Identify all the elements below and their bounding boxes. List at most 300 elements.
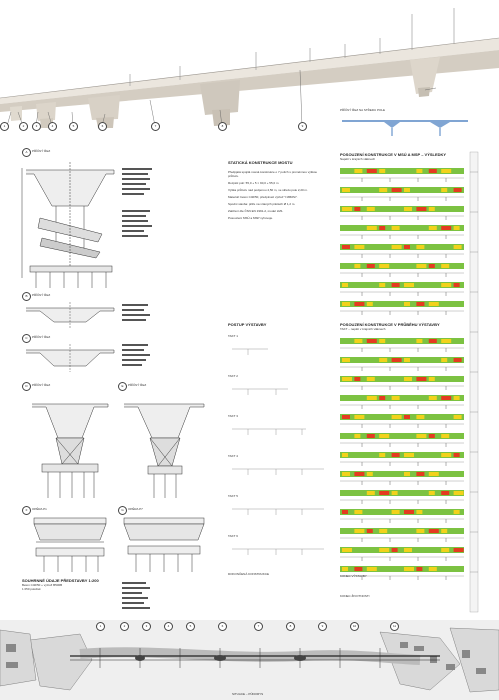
results-top-subheading: Napětí v krajních vláknech	[340, 157, 376, 161]
stress-patch	[342, 472, 350, 476]
stress-patch	[404, 396, 414, 400]
stress-patch	[441, 245, 447, 249]
stress-patch	[429, 207, 435, 211]
stress-patch	[379, 358, 387, 362]
stress-patch	[367, 302, 373, 306]
stress-patch	[441, 207, 449, 211]
plan-marker-7[interactable]: 7	[254, 622, 263, 631]
stress-patch	[392, 529, 402, 533]
stress-patch	[392, 415, 402, 419]
stress-patch	[342, 415, 350, 419]
stress-patch	[379, 510, 385, 514]
marker-8[interactable]: 8	[218, 122, 227, 131]
stress-patch	[404, 207, 412, 211]
stress-patch	[404, 434, 412, 438]
plan-marker-3[interactable]: 3	[142, 622, 151, 631]
stress-patch	[354, 472, 364, 476]
stress-patch	[441, 453, 451, 457]
plan-marker-5[interactable]: 5	[186, 622, 195, 631]
stress-patch	[454, 472, 462, 476]
stress-patch	[429, 491, 435, 495]
section-f-drawing	[22, 506, 118, 574]
stress-patch	[379, 245, 387, 249]
stress-patch	[416, 453, 422, 457]
stress-patch	[416, 491, 426, 495]
stress-patch	[454, 226, 460, 230]
section-f-title: OPĚRA P1	[32, 507, 47, 511]
section-g-title: OPĚRA P7	[128, 507, 143, 511]
stress-patch	[429, 377, 435, 381]
stress-patch	[342, 207, 352, 211]
stress-patch	[379, 548, 389, 552]
stress-patch	[379, 396, 385, 400]
stress-patch	[342, 396, 348, 400]
stress-patch	[454, 245, 462, 249]
stress-patch	[404, 188, 410, 192]
stress-patch	[416, 510, 422, 514]
stress-patch	[416, 415, 424, 419]
stress-patch	[392, 302, 402, 306]
section-a-title: PŘÍČNÝ ŘEZ	[32, 149, 51, 153]
stress-patch	[342, 169, 348, 173]
stress-patch	[416, 226, 422, 230]
stress-patch	[429, 283, 437, 287]
stage-1: TAKT 1	[228, 334, 238, 338]
stress-patch	[441, 377, 449, 381]
stress-patch	[416, 245, 424, 249]
stress-patch	[342, 188, 350, 192]
stress-patch	[429, 339, 437, 343]
stress-patch	[354, 226, 362, 230]
stress-patch	[367, 207, 375, 211]
stress-patch	[392, 283, 400, 287]
stress-patch	[429, 567, 437, 571]
stress-patch	[392, 339, 400, 343]
stress-patch	[342, 245, 350, 249]
section-c	[22, 334, 212, 376]
stress-patch	[404, 529, 410, 533]
stress-patch	[429, 245, 439, 249]
text-paragraph-7: Posouzení MSÚ a MSP vyhovuje.	[228, 216, 273, 220]
stress-patch	[441, 529, 447, 533]
section-a-drawing	[22, 148, 212, 293]
stress-patch	[379, 188, 387, 192]
stress-patch	[454, 377, 464, 381]
section-d-marker[interactable]: D	[22, 382, 31, 391]
stress-patch	[454, 283, 460, 287]
stress-patch	[441, 339, 451, 343]
section-e	[118, 382, 214, 502]
stress-patch	[441, 491, 449, 495]
stress-patch	[354, 207, 360, 211]
text-paragraph-2: Rozpětí polí: 55,0 + 5 × 90,0 + 55,0 m	[228, 181, 279, 185]
stress-patch	[392, 453, 400, 457]
stress-patch	[379, 567, 385, 571]
stress-patch	[354, 567, 362, 571]
section-c-title: PŘÍČNÝ ŘEZ	[32, 335, 51, 339]
stages-final-label: DOKONČENÁ KONSTRUKCE	[228, 572, 270, 576]
stress-patch	[354, 491, 360, 495]
elevation-svg	[340, 108, 470, 138]
plan-marker-1[interactable]: 1	[96, 622, 105, 631]
stress-patch	[342, 358, 350, 362]
stress-patch	[379, 453, 385, 457]
section-b-title: PŘÍČNÝ ŘEZ	[32, 293, 51, 297]
stress-patch	[416, 339, 422, 343]
stress-patch	[367, 377, 375, 381]
stress-patch	[367, 415, 373, 419]
section-e-marker[interactable]: E	[118, 382, 127, 391]
plan-caption: SITUACE – PŮDORYS	[232, 692, 264, 696]
stress-patch	[454, 415, 462, 419]
summary-line-2: 1 050 položek	[22, 587, 41, 591]
stage-2: TAKT 2	[228, 374, 238, 378]
construction-stages	[228, 322, 328, 582]
results-top-heading: POSOUZENÍ KONSTRUKCE V MSÚ A MSP – VÝSLEDKY	[340, 152, 447, 157]
stress-patch	[429, 453, 437, 457]
text-paragraph-5: Spodní stavba: pilíře na vrtaných pilotách Ø 1,2 m.	[228, 202, 296, 206]
stress-patch	[454, 453, 460, 457]
section-d	[22, 382, 118, 502]
stress-patch	[429, 188, 439, 192]
stress-patch	[367, 434, 375, 438]
stress-patch	[429, 415, 439, 419]
stress-patch	[367, 567, 377, 571]
stress-patch	[342, 377, 352, 381]
stress-patch	[429, 434, 435, 438]
summary-line-1: Beton C40/50 + výztuž B500B	[22, 583, 63, 587]
stress-patch	[392, 188, 402, 192]
plan-marker-4[interactable]: 4	[164, 622, 173, 631]
stress-patch	[392, 472, 402, 476]
stress-patch	[429, 226, 437, 230]
stress-patch	[416, 529, 424, 533]
stress-patch	[379, 169, 385, 173]
stress-patch	[392, 510, 400, 514]
stress-patch	[429, 302, 439, 306]
section-g-drawing	[118, 506, 214, 574]
stress-patch	[404, 226, 414, 230]
results-bottom-diagrams	[340, 332, 470, 592]
results-bottom-subheading: TAKT – napětí v krajních vláknech	[340, 327, 386, 331]
stress-patch	[404, 567, 414, 571]
site-plan-svg	[0, 620, 499, 700]
stress-patch	[454, 434, 464, 438]
stress-patch	[367, 264, 375, 268]
stress-patch	[342, 510, 348, 514]
marker-6[interactable]: 6	[98, 122, 107, 131]
stress-patch	[379, 339, 385, 343]
marker-5[interactable]: 5	[69, 122, 78, 131]
stress-patch	[454, 491, 464, 495]
stress-patch	[441, 169, 451, 173]
stress-patch	[379, 472, 387, 476]
stress-patch	[441, 510, 451, 514]
stress-patch	[441, 283, 451, 287]
stress-patch	[354, 358, 364, 362]
stress-patch	[429, 548, 435, 552]
plan-marker-9[interactable]: 9	[318, 622, 327, 631]
stress-patch	[367, 339, 377, 343]
section-e-drawing	[118, 382, 214, 502]
stress-patch	[404, 339, 414, 343]
results-top-diagrams	[340, 162, 470, 322]
stage-4: TAKT 4	[228, 454, 238, 458]
text-paragraph-1: Předpjatá spojitá nosná konstrukce o 7 polích s proměnnou výškou průřezu.	[228, 170, 318, 178]
stress-patch	[379, 529, 387, 533]
stress-patch	[354, 396, 362, 400]
stress-patch	[392, 169, 400, 173]
results-final-2: KONEC ŽIVOTNOSTI	[340, 594, 370, 598]
stress-patch	[354, 188, 364, 192]
section-g	[118, 506, 214, 574]
color-legend-strip	[470, 152, 482, 612]
stress-patch	[354, 453, 362, 457]
stress-patch	[416, 396, 422, 400]
text-paragraph-4: Materiál: beton C40/50, předpínací výztuž Y1860S7.	[228, 195, 298, 199]
stress-patch	[454, 548, 464, 552]
stress-patch	[454, 510, 460, 514]
stress-patch	[379, 302, 387, 306]
stress-patch	[416, 188, 424, 192]
results-bottom	[340, 322, 470, 612]
section-d-title: PŘÍČNÝ ŘEZ	[32, 383, 51, 387]
haunch-2	[88, 95, 120, 120]
stress-patch	[392, 226, 400, 230]
stress-patch	[441, 226, 451, 230]
stress-patch	[354, 529, 364, 533]
stress-patch	[416, 548, 426, 552]
stress-patch	[454, 396, 460, 400]
stress-patch	[416, 358, 424, 362]
results-final-1: KONEC VÝSTAVBY	[340, 574, 367, 578]
marker-2[interactable]: 2	[19, 122, 28, 131]
marker-4[interactable]: 4	[48, 122, 57, 131]
stress-patch	[416, 434, 426, 438]
stress-patch	[342, 491, 352, 495]
stress-patch	[354, 264, 360, 268]
stress-patch	[454, 339, 460, 343]
stress-patch	[429, 169, 437, 173]
marker-9[interactable]: 9	[298, 122, 307, 131]
stress-patch	[404, 453, 414, 457]
stress-patch	[441, 188, 447, 192]
plan-marker-6[interactable]: 6	[218, 622, 227, 631]
stress-patch	[404, 510, 414, 514]
results-bottom-heading: POSOUZENÍ KONSTRUKCE V PRŮBĚHU VÝSTAVBY	[340, 322, 440, 327]
text-paragraph-6: Zatížení dle ČSN EN 1991-2, model LM1.	[228, 209, 284, 213]
stress-patch	[441, 415, 447, 419]
stress-patch	[392, 548, 398, 552]
stage-6: TAKT 6	[228, 534, 238, 538]
stress-patch	[379, 377, 389, 381]
stress-patch	[342, 264, 352, 268]
stress-patch	[404, 245, 410, 249]
stress-patch	[354, 548, 360, 552]
stress-patch	[379, 415, 387, 419]
summary-title: SOUHRNNÉ ÚDAJE PŘEDSTAVBY 1:200	[22, 578, 99, 583]
stress-patch	[342, 548, 352, 552]
stress-patch	[392, 491, 398, 495]
marker-7[interactable]: 7	[151, 122, 160, 131]
stress-patch	[379, 207, 389, 211]
stress-patch	[404, 264, 412, 268]
stress-patch	[392, 358, 402, 362]
section-a-marker[interactable]: A	[22, 148, 31, 157]
stress-patch	[354, 510, 362, 514]
stress-patch	[379, 226, 385, 230]
section-b	[22, 292, 212, 332]
pier-4	[418, 87, 430, 97]
stress-patch	[429, 264, 435, 268]
stress-patch	[354, 339, 362, 343]
section-d-drawing	[22, 382, 118, 502]
stress-patch	[441, 567, 451, 571]
stress-patch	[342, 453, 348, 457]
stress-patch	[429, 510, 437, 514]
stress-patch	[429, 358, 439, 362]
stress-patch	[429, 529, 439, 533]
stress-patch	[354, 434, 360, 438]
stress-patch	[354, 169, 362, 173]
stress-patch	[342, 567, 348, 571]
stages-heading: POSTUP VÝSTAVBY	[228, 322, 267, 327]
elevation-diagram	[340, 108, 470, 138]
stress-patch	[392, 567, 400, 571]
stress-patch	[367, 548, 375, 552]
stress-patch	[454, 207, 464, 211]
stress-patch	[367, 453, 377, 457]
stress-patch	[379, 434, 389, 438]
stress-patch	[454, 264, 464, 268]
stress-patch	[392, 264, 398, 268]
section-a	[22, 148, 212, 293]
stress-patch	[367, 188, 373, 192]
stress-patch	[367, 491, 375, 495]
stress-patch	[441, 358, 447, 362]
section-c-marker[interactable]: C	[22, 334, 31, 343]
stress-patch	[441, 396, 451, 400]
stress-patch	[454, 169, 460, 173]
stress-patch	[416, 472, 424, 476]
stress-patch	[454, 358, 462, 362]
stress-patch	[404, 491, 412, 495]
stress-patch	[354, 415, 364, 419]
section-f-marker[interactable]: F	[22, 506, 31, 515]
stress-patch	[416, 169, 422, 173]
marker-3[interactable]: 3	[32, 122, 41, 131]
stress-patch	[379, 491, 389, 495]
elevation-label: PŘÍČNÝ ŘEZ NA STŘEDU POLE	[340, 108, 386, 112]
site-plan	[0, 620, 499, 700]
stress-patch	[429, 472, 439, 476]
section-b-marker[interactable]: B	[22, 292, 31, 301]
stress-patch	[454, 529, 462, 533]
stress-patch	[441, 434, 449, 438]
results-top	[340, 152, 470, 322]
stress-patch	[392, 207, 398, 211]
plan-marker-2[interactable]: 2	[120, 622, 129, 631]
stress-patch	[342, 302, 350, 306]
stress-patch	[441, 472, 447, 476]
stress-patch	[354, 283, 362, 287]
stress-patch	[367, 510, 377, 514]
stress-patch	[404, 302, 410, 306]
stress-patch	[454, 188, 462, 192]
stress-patch	[367, 226, 377, 230]
stress-patch	[441, 302, 447, 306]
plan-marker-11[interactable]: 11	[390, 622, 399, 631]
stress-patch	[392, 377, 398, 381]
stress-patch	[404, 358, 410, 362]
stress-patch	[354, 377, 360, 381]
stress-patch	[342, 434, 352, 438]
stress-patch	[354, 245, 364, 249]
plan-marker-10[interactable]: 10	[350, 622, 359, 631]
stress-patch	[416, 567, 422, 571]
stress-patch	[454, 567, 460, 571]
text-heading: STATICKÁ KONSTRUKCE MOSTU	[228, 160, 293, 165]
stress-patch	[392, 434, 398, 438]
text-paragraph-3: Výška průřezu nad podporou 4,50 m, ve středu pole 2,20 m.	[228, 188, 308, 192]
stress-patch	[367, 358, 373, 362]
section-e-title: PŘÍČNÝ ŘEZ	[128, 383, 147, 387]
stress-patch	[342, 283, 348, 287]
stress-patch	[404, 415, 410, 419]
section-b-drawing	[22, 292, 212, 332]
stress-patch	[379, 283, 385, 287]
stress-patch	[441, 548, 449, 552]
stress-patch	[404, 169, 414, 173]
section-f	[22, 506, 118, 574]
stress-patch	[416, 302, 424, 306]
stress-patch	[342, 529, 350, 533]
stress-patch	[416, 377, 426, 381]
stress-patch	[416, 283, 422, 287]
stress-patch	[392, 245, 402, 249]
stress-patch	[367, 396, 377, 400]
stage-3: TAKT 3	[228, 414, 238, 418]
stages-drawings	[228, 327, 328, 587]
stress-patch	[404, 283, 414, 287]
stress-patch	[367, 283, 377, 287]
plan-marker-8[interactable]: 8	[286, 622, 295, 631]
summary-block	[22, 578, 212, 620]
stress-patch	[441, 264, 449, 268]
marker-1[interactable]: 1	[0, 122, 9, 131]
stress-patch	[392, 396, 400, 400]
section-c-drawing	[22, 334, 212, 376]
section-g-marker[interactable]: G	[118, 506, 127, 515]
stress-patch	[404, 377, 412, 381]
stress-patch	[416, 264, 426, 268]
stress-patch	[404, 548, 412, 552]
stage-5: TAKT 5	[228, 494, 238, 498]
stress-patch	[416, 207, 426, 211]
stress-patch	[367, 169, 377, 173]
stress-patch	[379, 264, 389, 268]
structural-text	[228, 160, 328, 320]
stress-patch	[367, 245, 373, 249]
stress-patch	[342, 226, 348, 230]
stress-patch	[454, 302, 462, 306]
stress-patch	[367, 472, 373, 476]
stress-patch	[404, 472, 410, 476]
stress-patch	[354, 302, 364, 306]
stress-patch	[429, 396, 437, 400]
stress-patch	[367, 529, 373, 533]
stress-patch	[342, 339, 348, 343]
